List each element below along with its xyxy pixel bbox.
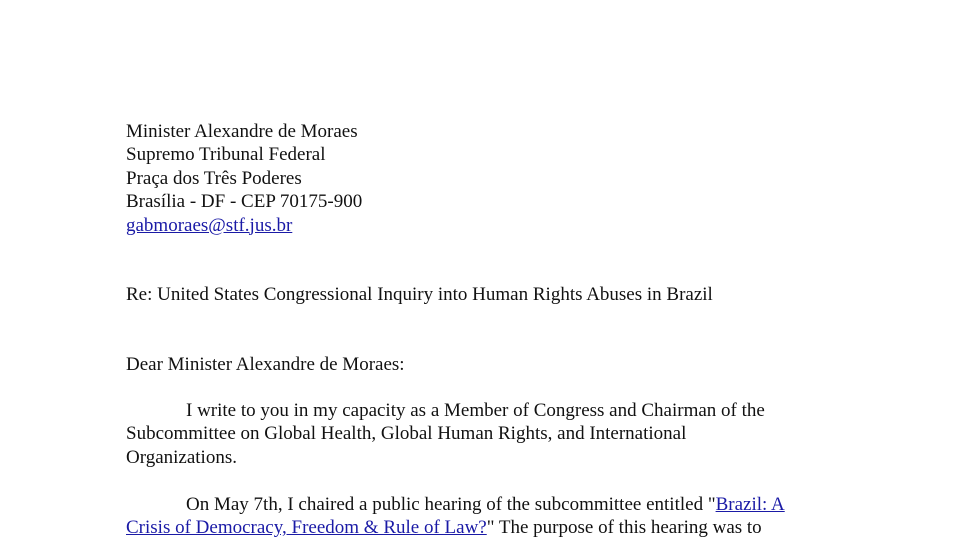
address-line: Supremo Tribunal Federal [126, 144, 326, 166]
clipped-date-line [430, 0, 520, 2]
address-line: Brasília - DF - CEP 70175-900 [126, 191, 363, 213]
subject-text: Re: United States Congressional Inquiry into Human Rights Abuses in Brazil [126, 284, 713, 305]
email-link[interactable]: gabmoraes@stf.jus.br [126, 214, 293, 236]
hearing-link[interactable]: Crisis of Democracy, Freedom & Rule of Law? [126, 517, 487, 539]
address-line: Praça dos Três Poderes [126, 167, 302, 189]
address-line: Minister Alexandre de Moraes [126, 121, 358, 142]
paragraph-2 [126, 493, 836, 540]
paragraph-line: Organizations. [126, 446, 237, 468]
paragraph-text: On May 7th, I chaired a public hearing of the subcommittee entitled " [186, 494, 716, 515]
recipient-address [126, 120, 836, 237]
paragraph-line: Subcommittee on Global Health, Global Human Rights, and International [126, 423, 687, 445]
paragraph-text: " The purpose of this hearing was to [486, 517, 762, 539]
salutation [126, 353, 836, 376]
paragraph-line: I write to you in my capacity as a Member of Congress and Chairman of the [186, 400, 765, 421]
paragraph-1 [126, 399, 836, 469]
hearing-link[interactable]: Brazil: A [715, 494, 785, 515]
subject-line [126, 283, 836, 306]
salutation-text: Dear Minister Alexandre de Moraes: [126, 354, 405, 375]
